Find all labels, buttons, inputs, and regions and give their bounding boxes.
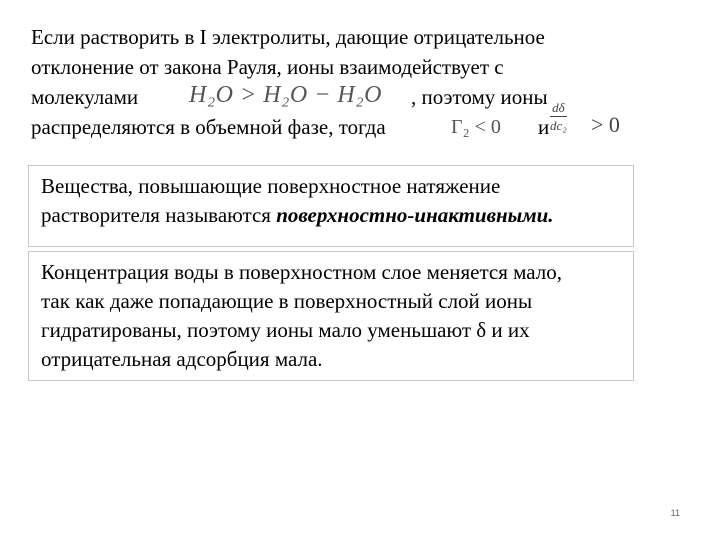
page-number: 11 — [670, 508, 680, 518]
definition-line-2-plain: растворителя называются — [41, 203, 277, 227]
explanation-line-1: Концентрация воды в поверхностном слое меняется мало, — [41, 260, 563, 284]
definition-box — [28, 165, 634, 247]
intro-line-3 — [31, 82, 671, 112]
water-interaction-formula: H₂O > H₂O − H₂O — [189, 82, 382, 108]
intro-line-2: отклонение от закона Рауля, ионы взаимодействует с — [31, 55, 504, 79]
definition-line-2 — [41, 201, 623, 230]
fraction-rhs: > 0 — [591, 112, 620, 137]
intro-paragraph — [31, 22, 671, 142]
definition-term: поверхностно-инактивными. — [276, 203, 554, 227]
intro-line-4-text: распределяются в объемной фазе, тогда — [31, 115, 386, 139]
explanation-line-3: гидратированы, поэтому ионы мало уменьшают δ и их — [41, 318, 530, 342]
fraction-denominator: dc₂ — [550, 118, 567, 133]
definition-line-1: Вещества, повышающие поверхностное натяжение — [41, 174, 501, 198]
gamma-formula: Γ₂ < 0 — [451, 116, 501, 138]
explanation-box — [28, 251, 634, 381]
explanation-line-2: так как даже попадающие в поверхностный слой ионы — [41, 289, 533, 313]
derivative-fraction — [550, 100, 567, 135]
intro-line-3-tail: , поэтому ионы — [411, 85, 548, 109]
intro-line-1: Если растворить в I электролиты, дающие отрицательное — [31, 25, 545, 49]
intro-line-3-text: молекулами — [31, 85, 139, 109]
fraction-numerator: dδ — [550, 100, 567, 117]
explanation-line-4: отрицательная адсорбция мала. — [41, 347, 323, 371]
and-word: и — [538, 115, 550, 139]
